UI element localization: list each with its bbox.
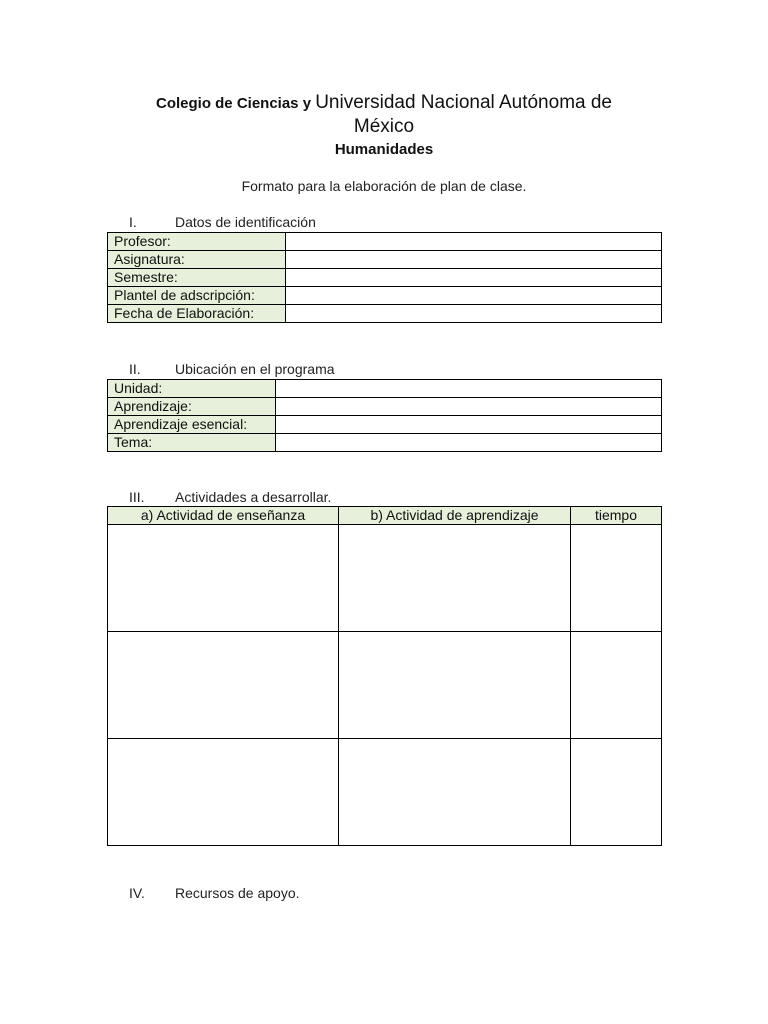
section-number: I. xyxy=(129,214,137,230)
section-title: Ubicación en el programa xyxy=(175,361,335,377)
cell-time[interactable] xyxy=(571,632,662,739)
page-title-line-1 xyxy=(0,92,768,115)
page-title-line-3: Humanidades xyxy=(334,141,434,158)
section-number: IV. xyxy=(129,885,145,901)
table-row xyxy=(108,525,662,632)
field-fecha[interactable] xyxy=(286,305,662,323)
cell-teaching[interactable] xyxy=(108,739,339,846)
cell-learning[interactable] xyxy=(339,525,571,632)
column-header-teaching: a) Actividad de enseñanza xyxy=(108,507,339,525)
section-heading-activities xyxy=(129,489,529,505)
label-tema: Tema: xyxy=(108,434,276,452)
table-header-row xyxy=(108,507,662,525)
cell-learning[interactable] xyxy=(339,739,571,846)
field-unidad[interactable] xyxy=(276,380,662,398)
section-title: Actividades a desarrollar. xyxy=(175,489,332,505)
field-tema[interactable] xyxy=(276,434,662,452)
column-header-time: tiempo xyxy=(571,507,662,525)
activities-table xyxy=(107,506,662,846)
section-heading-resources xyxy=(129,885,529,901)
field-asignatura[interactable] xyxy=(286,251,662,269)
table-row xyxy=(108,739,662,846)
section-number: III. xyxy=(129,489,145,505)
table-row xyxy=(108,251,662,269)
table-row xyxy=(108,434,662,452)
table-row xyxy=(108,287,662,305)
table-row xyxy=(108,632,662,739)
label-unidad: Unidad: xyxy=(108,380,276,398)
field-semestre[interactable] xyxy=(286,269,662,287)
cell-time[interactable] xyxy=(571,739,662,846)
table-row xyxy=(108,269,662,287)
section-title: Recursos de apoyo. xyxy=(175,885,300,901)
cell-teaching[interactable] xyxy=(108,525,339,632)
identification-table xyxy=(107,232,662,323)
label-aprendizaje: Aprendizaje: xyxy=(108,398,276,416)
section-number: II. xyxy=(129,361,141,377)
label-plantel: Plantel de adscripción: xyxy=(108,287,286,305)
table-row xyxy=(108,416,662,434)
table-row xyxy=(108,398,662,416)
table-row xyxy=(108,233,662,251)
page-title-line-2: México xyxy=(353,116,415,137)
field-plantel[interactable] xyxy=(286,287,662,305)
label-asignatura: Asignatura: xyxy=(108,251,286,269)
field-aprendizaje-esencial[interactable] xyxy=(276,416,662,434)
column-header-learning: b) Actividad de aprendizaje xyxy=(339,507,571,525)
form-subtitle: Formato para la elaboración de plan de clase. xyxy=(241,178,527,194)
field-aprendizaje[interactable] xyxy=(276,398,662,416)
section-heading-identification xyxy=(129,214,529,230)
section-title: Datos de identificación xyxy=(175,214,316,230)
cell-learning[interactable] xyxy=(339,632,571,739)
program-table xyxy=(107,379,662,452)
table-row xyxy=(108,380,662,398)
title-university: Universidad Nacional Autónoma de xyxy=(315,92,612,113)
title-college: Colegio de Ciencias y xyxy=(155,95,312,112)
field-profesor[interactable] xyxy=(286,233,662,251)
cell-teaching[interactable] xyxy=(108,632,339,739)
label-aprendizaje-esencial: Aprendizaje esencial: xyxy=(108,416,276,434)
label-semestre: Semestre: xyxy=(108,269,286,287)
table-row xyxy=(108,305,662,323)
section-heading-program xyxy=(129,361,529,377)
label-fecha: Fecha de Elaboración: xyxy=(108,305,286,323)
label-profesor: Profesor: xyxy=(108,233,286,251)
cell-time[interactable] xyxy=(571,525,662,632)
